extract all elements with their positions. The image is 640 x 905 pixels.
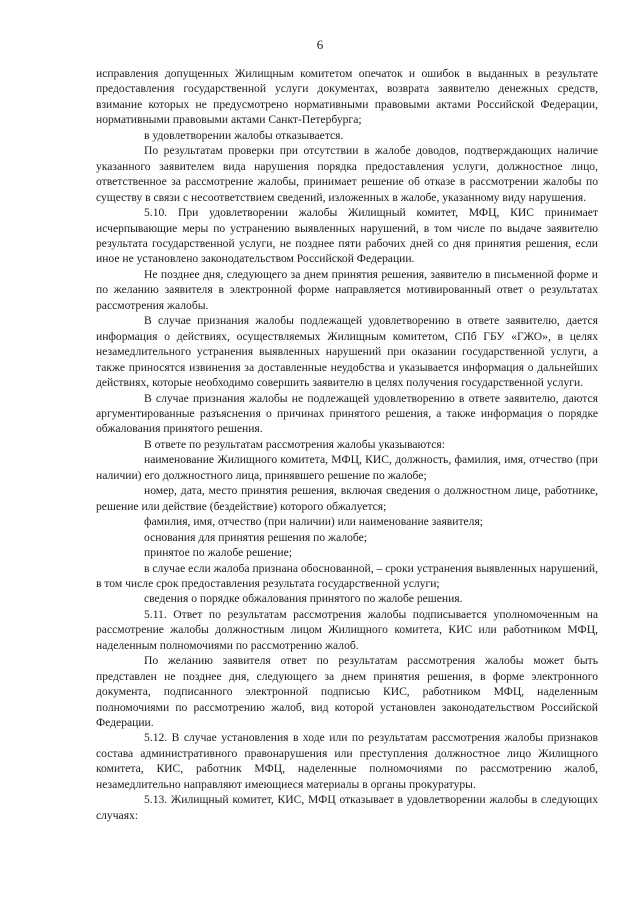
list-item: основания для принятия решения по жалобе; <box>144 530 368 544</box>
list-item: номер, дата, место принятия решения, включая сведения о должностном лице, работнике, решение или действие (бездействие) которого обжалуется; <box>96 484 598 513</box>
list-item: принятое по жалобе решение; <box>144 546 292 560</box>
list-item: фамилия, имя, отчество (при наличии) или наименование заявителя; <box>144 515 484 529</box>
paragraph: По желанию заявителя ответ по результатам рассмотрения жалобы может быть представлен не позднее дня, следующего за днем принятия решения, в форме электронного документа, подписанного электронной подписью КИС, работником МФЦ, наделенным полномочиями по рассмотрению жалоб, вид которой установлен законодательством Российской Федерации. <box>96 654 598 730</box>
paragraph: 5.13. Жилищный комитет, КИС, МФЦ отказывает в удовлетворении жалобы в следующих случаях: <box>96 793 598 822</box>
paragraph: Не позднее дня, следующего за днем принятия решения, заявителю в письменной форме и по желанию заявителя в электронной форме направляется мотивированный ответ о результатах рассмотрения жалобы. <box>96 267 598 312</box>
paragraph: 5.10. При удовлетворении жалобы Жилищный комитет, МФЦ, КИС принимает исчерпывающие меры по устранению выявленных нарушений, в том числе по выдаче заявителю результата государственной услуги, не позднее пяти рабочих дней со дня принятия решения, если иное не установлено законодательством Российской Федерации. <box>96 206 598 266</box>
paragraph: В случае признания жалобы не подлежащей удовлетворению в ответе заявителю, даются аргументированные разъяснения о причинах принятого решения, а также информация о порядке обжалования принятого решения. <box>96 391 598 436</box>
document-body <box>96 66 598 823</box>
list-item: сведения о порядке обжалования принятого по жалобе решения. <box>144 592 463 606</box>
list-item: наименование Жилищного комитета, МФЦ, КИС, должность, фамилия, имя, отчество (при наличии) его должностного лица, принявшего решение по жалобе; <box>96 453 598 482</box>
page-number: 6 <box>316 37 324 52</box>
paragraph: В ответе по результатам рассмотрения жалобы указываются: <box>144 437 445 451</box>
paragraph: В случае признания жалобы подлежащей удовлетворению в ответе заявителю, дается информация о действиях, осуществляемых Жилищным комитетом, СПб ГБУ «ГЖО», в целях незамедлительного устранения выявленных нарушений при оказании государственной услуги, а также приносятся извинения за доставленные неудобства и указывается информация о дальнейших действиях, которые необходимо совершить заявителю в целях получения государственной услуги. <box>96 314 598 390</box>
paragraph: 5.11. Ответ по результатам рассмотрения жалобы подписывается уполномоченным на рассмотрение жалобы должностным лицом Жилищного комитета, КИС или работником МФЦ, наделенным полномочиями по рассмотрению жалоб. <box>96 607 598 652</box>
paragraph: По результатам проверки при отсутствии в жалобе доводов, подтверждающих наличие указанного заявителем вида нарушения порядка предоставления услуги, должностное лицо, ответственное за рассмотрение жалобы, принимает решение об отказе в рассмотрении жалобы по существу в связи с несоответствием сведений, изложенных в жалобе, указанному виду нарушения. <box>96 144 598 204</box>
paragraph: исправления допущенных Жилищным комитетом опечаток и ошибок в выданных в результате предоставления государственной услуги документах, возврата заявителю денежных средств, взимание которых не предусмотрено нормативными правовыми актами Российской Федерации, нормативными правовыми актами Санкт-Петербурга; <box>96 67 598 127</box>
list-item: в случае если жалоба признана обоснованной, – сроки устранения выявленных нарушений, в том числе срок предоставления результата государственной услуги; <box>96 561 598 590</box>
paragraph: в удовлетворении жалобы отказывается. <box>144 128 344 142</box>
paragraph: 5.12. В случае установления в ходе или по результатам рассмотрения жалобы признаков состава административного правонарушения или преступления должностное лицо Жилищного комитета, КИС, работник МФЦ, наделенные полномочиями по рассмотрению жалоб, незамедлительно направляют имеющиеся материалы в органы прокуратуры. <box>96 731 598 791</box>
